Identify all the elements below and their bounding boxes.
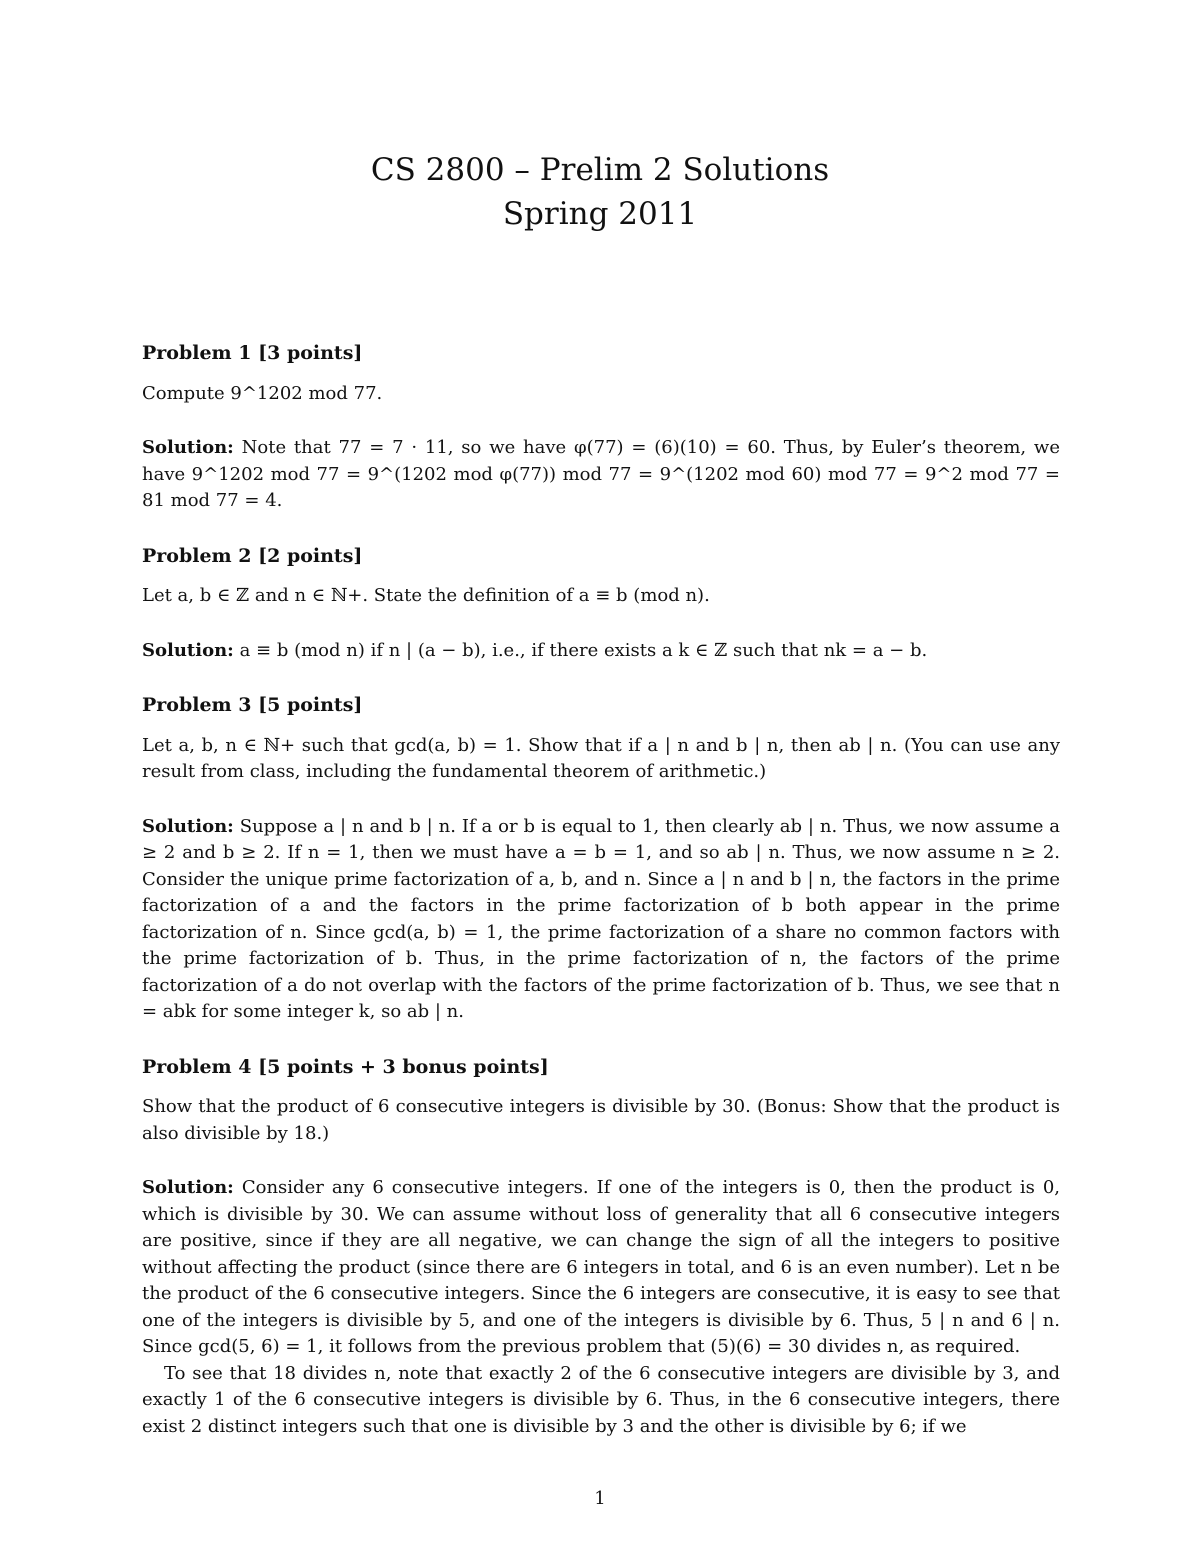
- problem-4-solution-text: Consider any 6 consecutive integers. If one of the integers is 0, then the product is 0, which is divisible by 30. We can assume without loss of generality that all 6 consecutive integers are positive, since if they are all negative, we can change the sign of all the integers to positive without affecting the product (since there are 6 integers in total, and 6 is an even number). Let n be the product of the 6 consecutive integers. Since the 6 integers are consecutive, it is easy to see that one of the integers is divisible by 5, and one of the integers is divisible by 6. Thus, 5 | n and 6 | n. Since gcd(5, 6) = 1, it follows from the previous problem that (5)(6) = 30 divides n, as required.: [142, 1177, 1060, 1357]
- problem-2-heading: Problem 2 [2 points]: [142, 544, 363, 567]
- solution-label: Solution:: [142, 639, 234, 661]
- problem-1-statement: Compute 9^1202 mod 77.: [142, 382, 383, 404]
- problem-2-solution-text: a ≡ b (mod n) if n | (a − b), i.e., if there exists a k ∈ ℤ such that nk = a − b.: [239, 639, 928, 661]
- page-number: 1: [594, 1488, 606, 1509]
- title-block: [0, 148, 1200, 236]
- problem-1: [142, 340, 1060, 515]
- problem-1-solution: [142, 435, 1060, 515]
- problem-4-solution: [142, 1175, 1060, 1361]
- document-subtitle: Spring 2011: [502, 196, 698, 232]
- problem-3-solution-text: Suppose a | n and b | n. If a or b is equal to 1, then clearly ab | n. Thus, we now assume a ≥ 2 and b ≥ 2. If n = 1, then we must have a = b = 1, and so ab | n. Thus, we now assume n ≥ 2. Consider the unique prime factorization of a, b, and n. Since a | n and b | n, the factors in the prime factorization of a and the factors in the prime factorization of b both appear in the prime factorization of n. Since gcd(a, b) = 1, the prime factorization of a share no common factors with the prime factorization of b. Thus, in the prime factorization of n, the factors of the prime factorization of a do not overlap with the factors of the prime factorization of b. Thus, we see that n = abk for some integer k, so ab | n.: [142, 815, 1060, 1022]
- problem-2: [142, 543, 1060, 665]
- problem-3-solution: [142, 814, 1060, 1026]
- problem-1-solution-text: Note that 77 = 7 · 11, so we have φ(77) = (6)(10) = 60. Thus, by Euler’s theorem, we have 9^1202 mod 77 = 9^(1202 mod φ(77)) mod 77 = 9^(1202 mod 60) mod 77 = 9^2 mod 77 = 81 mod 77 = 4.: [142, 437, 1060, 511]
- problem-2-solution: [142, 638, 1060, 665]
- solution-label: Solution:: [142, 815, 234, 837]
- document-title: CS 2800 – Prelim 2 Solutions: [370, 152, 830, 188]
- solution-label: Solution:: [142, 437, 234, 458]
- problem-1-heading: Problem 1 [3 points]: [142, 342, 363, 364]
- problem-4-statement: Show that the product of 6 consecutive integers is divisible by 30. (Bonus: Show that the product is also divisible by 18.): [142, 1096, 1060, 1144]
- solution-label: Solution:: [142, 1177, 234, 1198]
- problem-3-heading: Problem 3 [5 points]: [142, 694, 363, 716]
- problem-4-heading: Problem 4 [5 points + 3 bonus points]: [142, 1055, 549, 1078]
- problem-3: [142, 692, 1060, 1026]
- problem-4-solution-continued: To see that 18 divides n, note that exactly 2 of the 6 consecutive integers are divisible by 3, and exactly 1 of the 6 consecutive integers is divisible by 6. Thus, in the 6 consecutive integers, there exist 2 distinct integers such that one is divisible by 3 and the other is divisible by 6; if we: [142, 1362, 1060, 1437]
- problem-4: [142, 1054, 1060, 1441]
- problem-2-statement: Let a, b ∈ ℤ and n ∈ ℕ+. State the definition of a ≡ b (mod n).: [142, 585, 710, 606]
- document-body: [142, 340, 1060, 1440]
- problem-3-statement: Let a, b, n ∈ ℕ+ such that gcd(a, b) = 1. Show that if a | n and b | n, then ab | n. (You can use any result from class, including the fundamental theorem of arithmetic.): [142, 734, 1060, 782]
